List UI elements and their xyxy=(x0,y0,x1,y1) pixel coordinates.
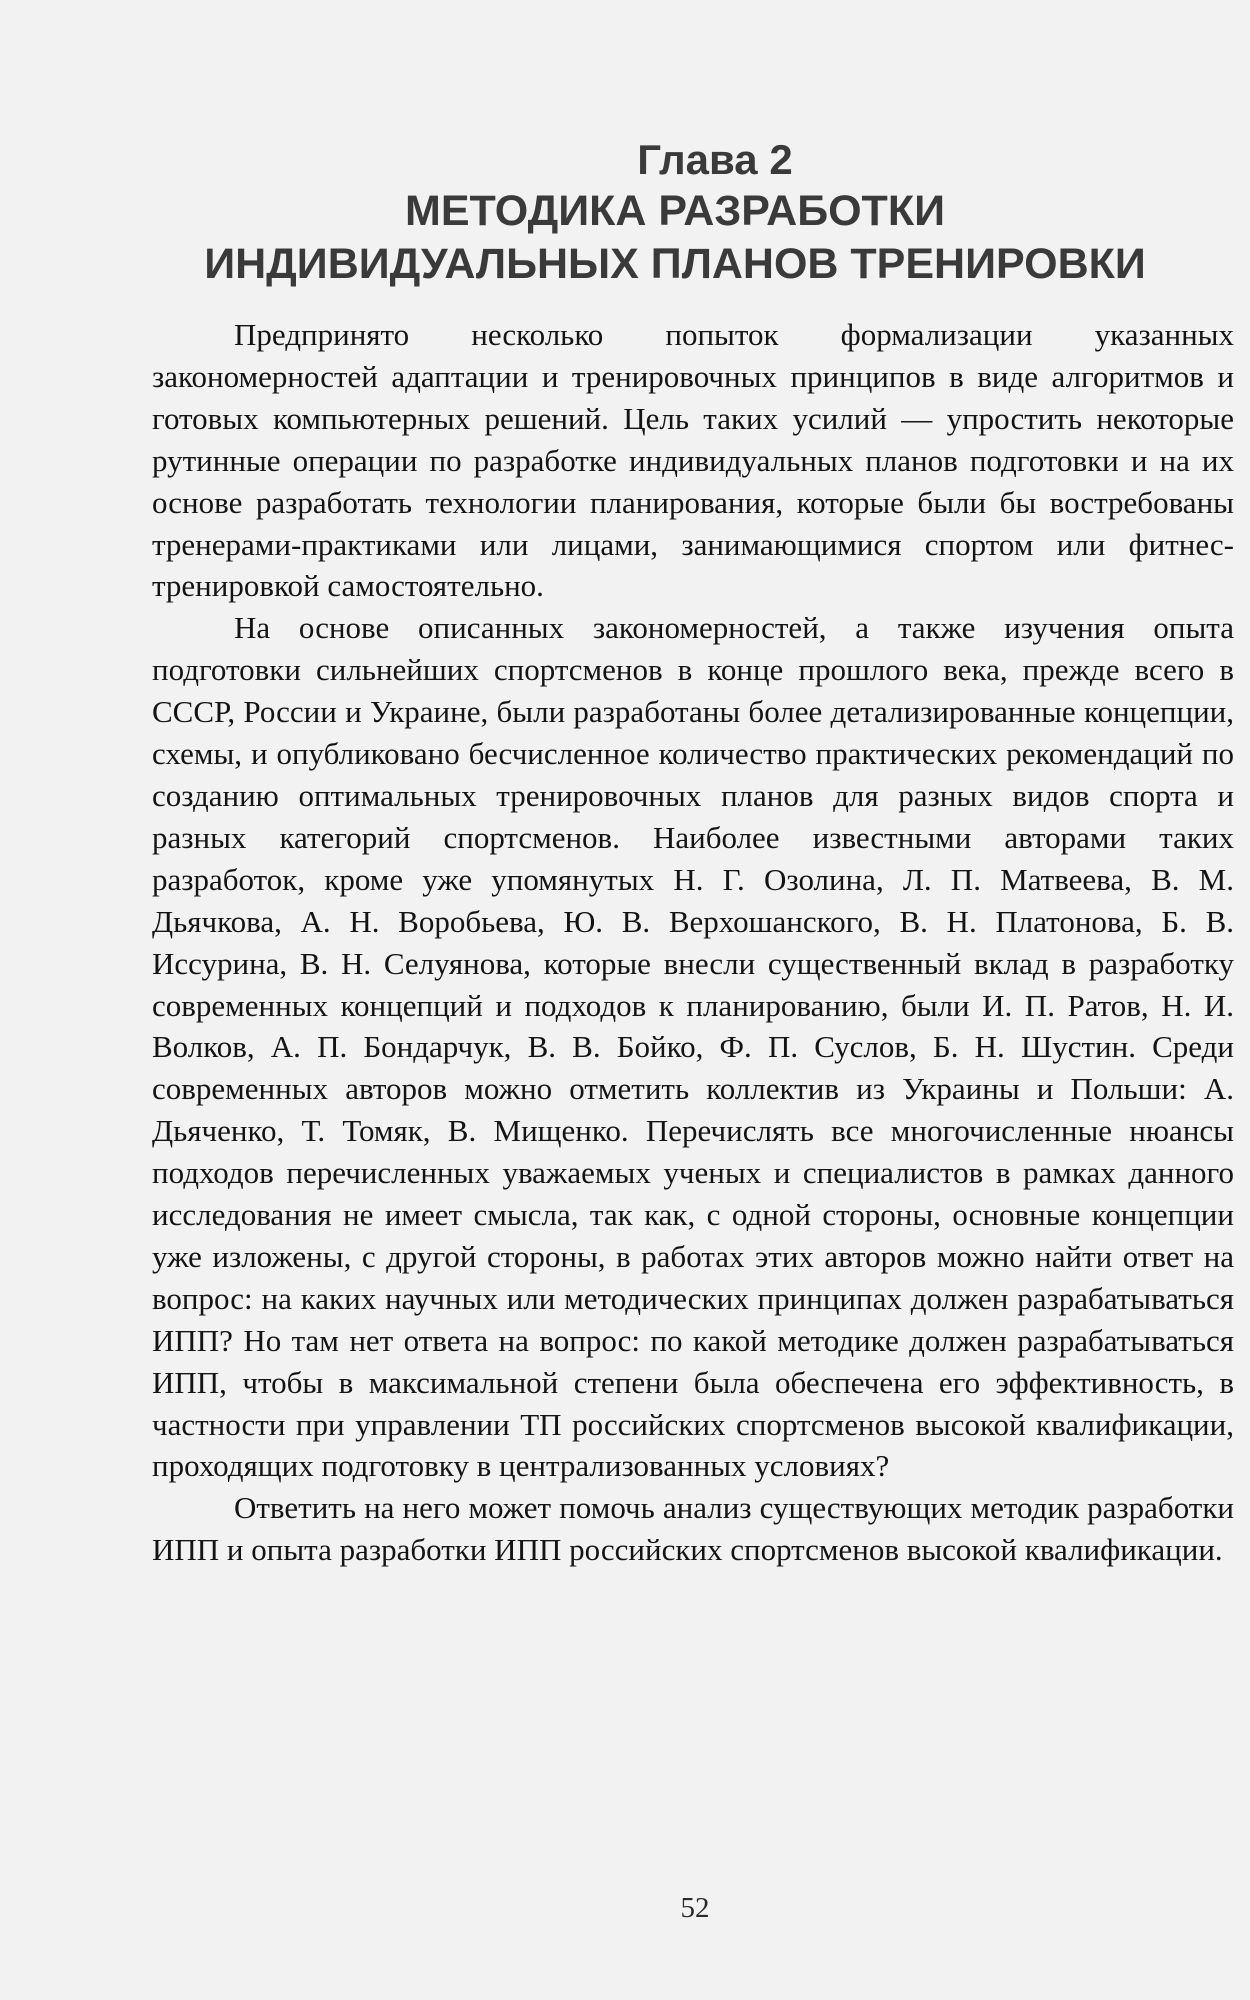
body-text xyxy=(152,314,1234,1571)
chapter-label: Глава 2 xyxy=(637,136,793,183)
paragraph-1: Предпринято несколько попыток формализации указанных закономерностей адаптации и тренировочных принципов в виде алгоритмов и готовых компьютерных решений. Цель таких усилий — упростить некоторые рутинные операции по разработке индивидуальных планов подготовки и на их основе разработать технологии планирования, которые были бы востребованы тренерами-практиками или лицами, занимающимися спортом или фитнес-тренировкой самостоятельно. xyxy=(152,317,1234,604)
page-number: 52 xyxy=(680,1892,710,1924)
paragraph-2: На основе описанных закономерностей, а также изучения опыта подготовки сильнейших спортсменов в конце прошлого века, прежде всего в СССР, России и Украине, были разработаны более детализированные концепции, схемы, и опубликовано бесчисленное количество практических рекомендаций по созданию оптимальных тренировочных планов для разных видов спорта и разных категорий спортсменов. Наиболее известными авторами таких разработок, кроме уже упомянутых Н. Г. Озолина, Л. П. Матвеева, В. М. Дьячкова, А. Н. Воробьева, Ю. В. Верхошанского, В. Н. Платонова, Б. В. Иссурина, В. Н. Селуянова, которые внесли существенный вклад в разработку современных концепций и подходов к планированию, были И. П. Ратов, Н. И. Волков, А. П. Бондарчук, В. В. Бойко, Ф. П. Суслов, Б. Н. Шустин. Среди современных авторов можно отметить коллектив из Украины и Польши: А. Дьяченко, Т. Томяк, В. Мищенко. Перечислять все многочисленные нюансы подходов перечисленных уважаемых ученых и специалистов в рамках данного исследования не имеет смысла, так как, с одной стороны, основные концепции уже изложены, с другой стороны, в работах этих авторов можно найти ответ на вопрос: на каких научных или методических принципах должен разрабатываться ИПП? Но там нет ответа на вопрос: по какой методике должен разрабатываться ИПП, чтобы в максимальной степени была обеспечена его эффективность, в частности при управлении ТП российских спортсменов высокой квалификации, проходящих подготовку в централизованных условиях? xyxy=(152,610,1234,1484)
chapter-title-line-1: МЕТОДИКА РАЗРАБОТКИ xyxy=(405,187,945,235)
chapter-title-line-2: ИНДИВИДУАЛЬНЫХ ПЛАНОВ ТРЕНИРОВКИ xyxy=(204,240,1146,288)
paragraph-3: Ответить на него может помочь анализ существующих методик разработки ИПП и опыта разработки ИПП российских спортсменов высокой квалификации. xyxy=(152,1490,1234,1568)
chapter-heading xyxy=(150,135,1200,291)
